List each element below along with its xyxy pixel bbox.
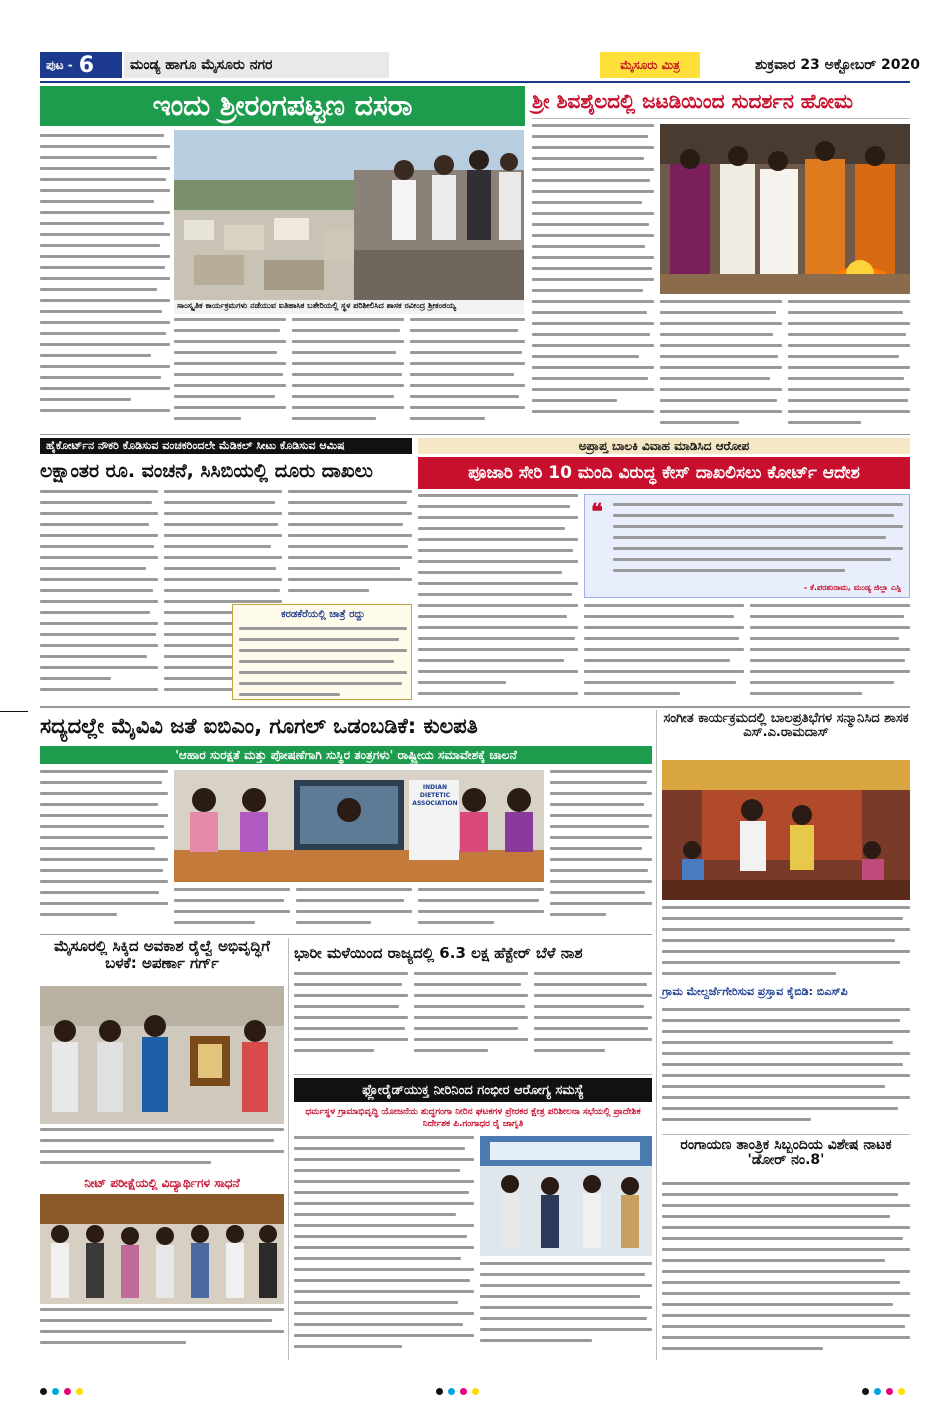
rain-body-col1 [294, 972, 408, 1070]
rain-headline: ಭಾರೀ ಮಳೆಯಿಂದ ರಾಜ್ಯದಲ್ಲಿ 6.3 ಲಕ್ಷ ಹೆಕ್ಟೇರ್ ಬೆಳೆ ನಾಶ [294, 943, 583, 962]
page-number-block [40, 52, 122, 78]
rain-body-col3 [534, 972, 652, 1070]
ida-banner-text: INDIAN DIETETIC ASSOCIATION [412, 784, 458, 807]
fraud-kicker: ಹೈಕೋರ್ಟ್‌ನ ನೌಕರಿ ಕೊಡಿಸುವ ವಂಚಕರಿಂದಲೇ ಮೆಡಿಕಲ್ ಸೀಟು ಕೊಡಿಸುವ ಆಮಿಷ [40, 438, 412, 454]
registration-dot-black [862, 1388, 869, 1395]
sudarshana-body-col1 [532, 124, 654, 430]
page-label: ಪುಟ - [46, 57, 73, 72]
page-number: 6 [78, 52, 95, 78]
rain-body-col2 [414, 972, 528, 1070]
pujari-body-col3 [750, 604, 910, 702]
page-header [40, 52, 920, 80]
drama-body [662, 1182, 910, 1360]
registration-dot-cyan [448, 1388, 455, 1395]
jatre-cancel-body [239, 627, 407, 697]
pujari-kicker: ಅಪ್ರಾಪ್ತ ಬಾಲಕಿ ವಿವಾಹ ಮಾಡಿಸಿದ ಆರೋಪ [418, 438, 910, 454]
srirangapatna-body-col2 [174, 318, 286, 430]
srirangapatna-headline: ಇಂದು ಶ್ರೀರಂಗಪಟ್ಟಣ ದಸರಾ [40, 86, 525, 126]
fluoride-body-col1 [294, 1136, 474, 1360]
registration-dot-magenta [460, 1388, 467, 1395]
sudarshana-photo-image [660, 124, 910, 294]
section-rule-2 [40, 706, 910, 708]
section-rule-1 [40, 434, 910, 435]
fluoride-photo-image [480, 1136, 652, 1256]
mou-body-col2 [174, 888, 290, 930]
registration-dot-yellow [472, 1388, 479, 1395]
section-rule-3 [40, 934, 652, 935]
neet-photo [40, 1194, 284, 1304]
srirangapatna-body-col3 [292, 318, 404, 430]
pujari-quote-box [584, 494, 910, 598]
mou-headline: ಸದ್ಯದಲ್ಲೇ ಮೈವಿವಿ ಜತೆ ಐಬಿಎಂ, ಗೂಗಲ್ ಒಡಂಬಡಿಕೆ: ಕುಲಪತಿ [40, 714, 478, 739]
crop-mark [0, 711, 28, 712]
gram-cable-headline: ಗ್ರಾಮ ಮೇಲ್ದರ್ಜೆಗೇರಿಸುವ ಪ್ರಸ್ತಾವ ಕೈಬಿಡಿ: ಬಿಎಸ್‌ಪಿ [662, 985, 848, 998]
srirangapatna-photo-image [174, 130, 524, 300]
issue-date: ಶುಕ್ರವಾರ 23 ಅಕ್ಟೋಬರ್ 2020 [755, 57, 920, 73]
registration-dots-right [862, 1388, 905, 1395]
sudarshana-photo [660, 124, 910, 294]
sudarshana-headline-rule [532, 118, 910, 119]
registration-dot-yellow [76, 1388, 83, 1395]
gram-cable-body [662, 1008, 910, 1132]
mou-photo-image [174, 770, 544, 882]
srirangapatna-body-col1 [40, 134, 170, 430]
fluoride-headline: ಫ್ಲೋರೈಡ್‌ಯುಕ್ತ ನೀರಿನಿಂದ ಗಂಭೀರ ಆರೋಗ್ಯ ಸಮಸ್ಯೆ [294, 1078, 652, 1102]
neet-photo-image [40, 1194, 284, 1304]
music-body [662, 906, 910, 986]
jatre-cancel-title: ಕರಡಕೆರೆಯಲ್ಲಿ ಜಾತ್ರೆ ರದ್ದು [281, 609, 365, 620]
drama-rule [662, 1134, 910, 1135]
mou-body-col5 [550, 770, 652, 930]
header-rule [40, 81, 910, 83]
registration-dot-magenta [64, 1388, 71, 1395]
music-photo-image [662, 760, 910, 900]
drama-headline: ರಂಗಾಯಣ ತಾಂತ್ರಿಕ ಸಿಬ್ಬಂದಿಯ ವಿಶೇಷ ನಾಟಕ 'ಡೋರ್ ನಂ.8' [680, 1137, 892, 1169]
neet-kicker: ನೀಟ್ ಪರೀಕ್ಷೆಯಲ್ಲಿ ವಿದ್ಯಾರ್ಥಿಗಳ ಸಾಧನೆ [84, 1176, 240, 1190]
mou-photo [174, 770, 544, 882]
railway-photo [40, 986, 284, 1124]
music-headline: ಸಂಗೀತ ಕಾರ್ಯಕ್ರಮದಲ್ಲಿ ಬಾಲಪ್ರತಿಭೆಗಳ ಸನ್ಮಾನಿಸಿದ ಶಾಸಕ ಎಸ್.ಎ.ರಾಮದಾಸ್ [663, 711, 909, 741]
section-title: ಮಂಡ್ಯ ಹಾಗೂ ಮೈಸೂರು ನಗರ [124, 52, 389, 78]
registration-dot-cyan [874, 1388, 881, 1395]
pujari-quote-author: - ಕೆ.ಪರಶುರಾಮ, ಮಂಡ್ಯ ಜಿಲ್ಲಾ ಎಸ್ಪಿ [803, 583, 901, 592]
right-column-divider [656, 710, 657, 1360]
fraud-body-col3 [288, 490, 412, 600]
fraud-headline: ಲಕ್ಷಾಂತರ ರೂ. ವಂಚನೆ, ಸಿಸಿಬಿಯಲ್ಲಿ ದೂರು ದಾಖಲು [40, 459, 373, 482]
music-photo [662, 760, 910, 900]
registration-dot-cyan [52, 1388, 59, 1395]
mou-body-col3 [296, 888, 412, 930]
railway-headline: ಮೈಸೂರಲ್ಲಿ ಸಿಕ್ಕಿದ ಅವಕಾಶ ರೈಲ್ವೆ ಅಭಿವೃದ್ಧಿಗೆ ಬಳಕೆ: ಅಪರ್ಣಾ ಗರ್ಗ್ [54, 937, 270, 972]
quote-mark-icon: ❝ [591, 499, 603, 525]
jatre-cancel-box [232, 604, 412, 700]
fraud-body-col1 [40, 490, 158, 702]
srirangapatna-body-col4 [410, 318, 525, 430]
neet-body [40, 1308, 284, 1360]
srirangapatna-photo [174, 130, 524, 300]
railway-body [40, 1128, 284, 1174]
pujari-body-col2 [584, 604, 744, 702]
registration-dot-yellow [898, 1388, 905, 1395]
pujari-quote-body [613, 503, 903, 579]
registration-dots-center [436, 1388, 479, 1395]
registration-dot-magenta [886, 1388, 893, 1395]
fluoride-rule [294, 1074, 652, 1075]
fluoride-body-col2 [480, 1262, 652, 1360]
railway-photo-image [40, 986, 284, 1124]
sudarshana-body-col2 [660, 300, 782, 430]
fluoride-subhead: ಧರ್ಮಸ್ಥಳ ಗ್ರಾಮಾಭಿವೃದ್ಧಿ ಯೋಜನೆಯ ಶುದ್ಧಗಂಗಾ ನೀರಿನ ಘಟಕಗಳ ಪ್ರೇರಕರ ಕ್ಷೇತ್ರ ಪರಿಶೀಲನಾ ಸಭೆಯಲ್ಲಿ ಪ್ರಾದೇಶಿಕ ನಿರ್ದೇಶಕ ಪಿ.ಗಂಗಾಧರ ರೈ ಜಾಗೃತಿ [305, 1107, 641, 1129]
registration-dots-left [40, 1388, 83, 1395]
mou-body-col1 [40, 770, 168, 930]
rain-divider [288, 938, 289, 1360]
registration-dot-black [40, 1388, 47, 1395]
srirangapatna-photo-caption: ಸಾಂಸ್ಕೃತಿಕ ಕಾರ್ಯಕ್ರಮಗಳು ನಡೆಯುವ ಐತಿಹಾಸಿಕ ಬತೇರಿಯಲ್ಲಿ ಸ್ಥಳ ಪರಿಶೀಲಿಸಿದ ಶಾಸಕ ರವೀಂದ್ರ ಶ್ರೀಕಂಠಯ್ಯ [174, 300, 524, 314]
fluoride-photo [480, 1136, 652, 1256]
sudarshana-headline: ಶ್ರೀ ಶಿವಶೈಲದಲ್ಲಿ ಜಟಡಿಯಿಂದ ಸುದರ್ಶನ ಹೋಮ [532, 89, 853, 113]
pujari-headline: ಪೂಜಾರಿ ಸೇರಿ 10 ಮಂದಿ ವಿರುದ್ಧ ಕೇಸ್ ದಾಖಲಿಸಲು ಕೋರ್ಟ್ ಆದೇಶ [418, 457, 910, 489]
paper-name-logo: ಮೈಸೂರು ಮಿತ್ರ [600, 52, 700, 78]
registration-dot-black [436, 1388, 443, 1395]
sudarshana-body-col3 [788, 300, 910, 430]
mou-subhead: 'ಆಹಾರ ಸುರಕ್ಷತೆ ಮತ್ತು ಪೋಷಣೆಗಾಗಿ ಸುಸ್ಥಿರ ತಂತ್ರಗಳು' ರಾಷ್ಟ್ರೀಯ ಸಮಾವೇಶಕ್ಕೆ ಚಾಲನೆ [40, 746, 652, 764]
mou-body-col4 [418, 888, 544, 930]
pujari-body-col1 [418, 494, 578, 702]
